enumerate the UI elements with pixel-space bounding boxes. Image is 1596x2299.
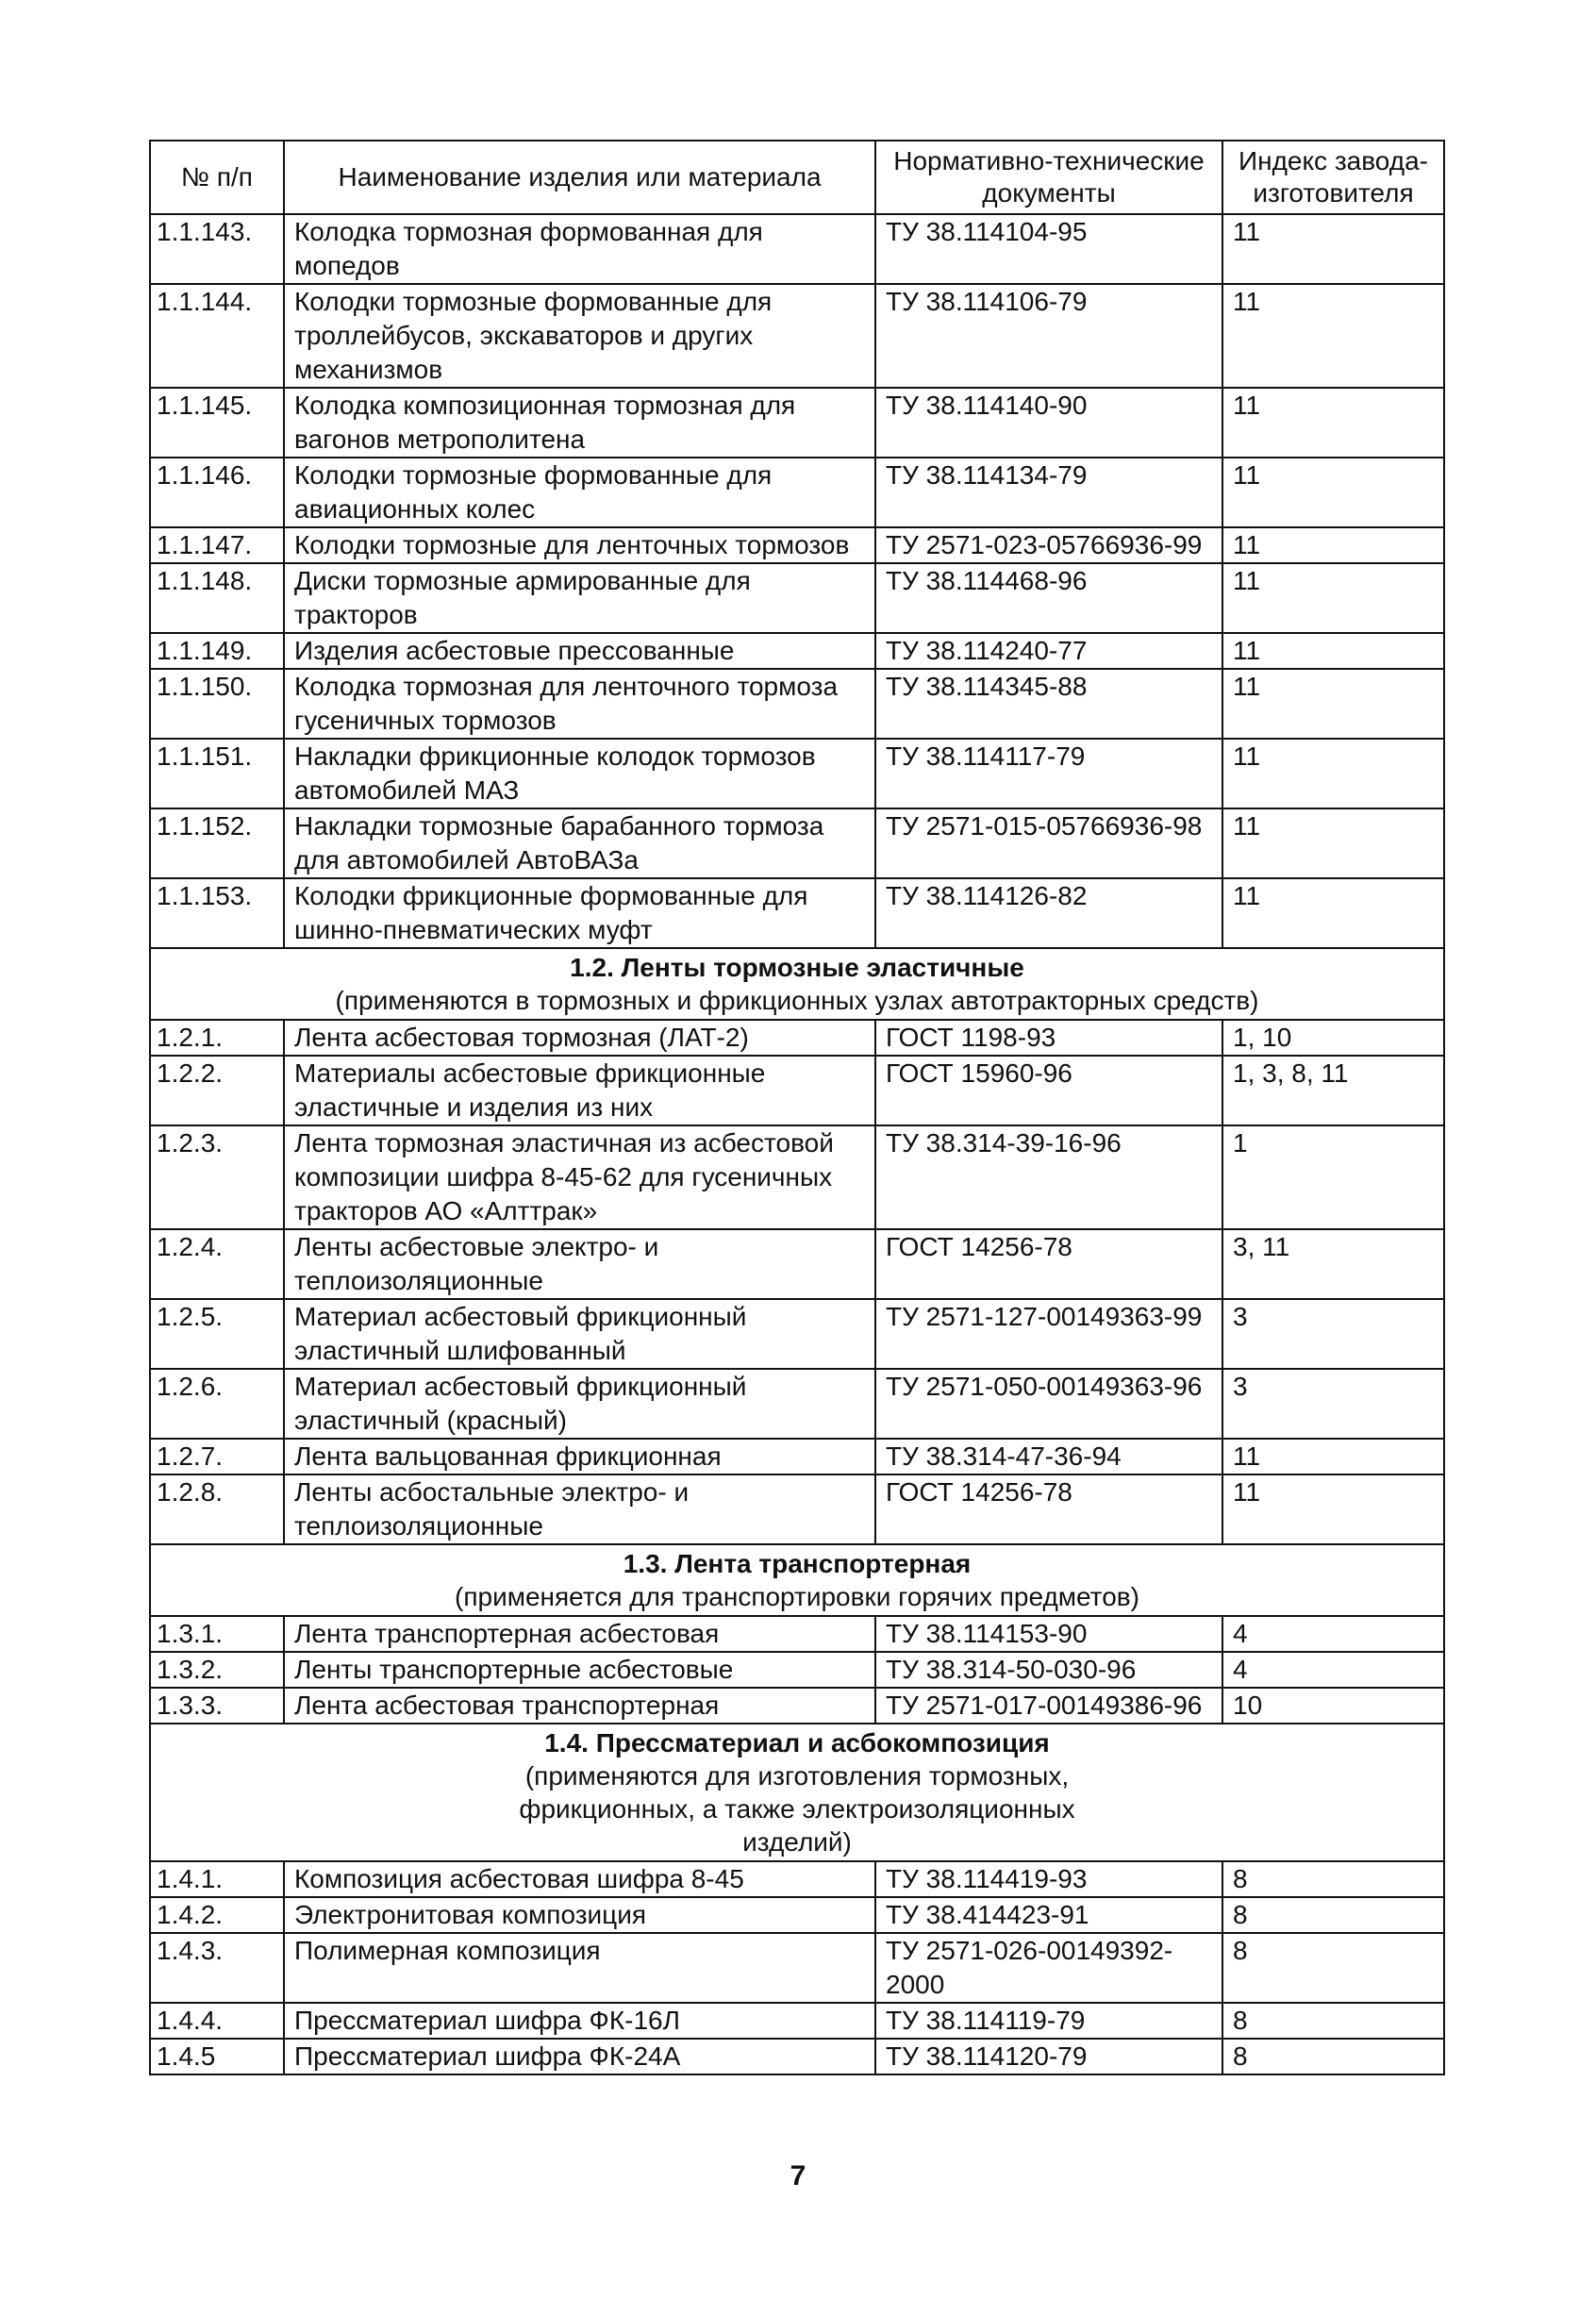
- cell-number: 1.4.3.: [150, 1933, 284, 2003]
- cell-number: 1.1.152.: [150, 808, 284, 878]
- section-subtitle: (применяются в тормозных и фрикционных узлах автотракторных средств): [335, 986, 1259, 1015]
- cell-name: Материал асбестовый фрикционный эластичный (красный): [284, 1369, 875, 1439]
- cell-number: 1.4.4.: [150, 2003, 284, 2039]
- cell-factory-index: 11: [1222, 284, 1444, 388]
- cell-document: ТУ 2571-023-05766936-99: [875, 527, 1222, 563]
- cell-document: ТУ 38.114153-90: [875, 1616, 1222, 1652]
- cell-factory-index: 1, 3, 8, 11: [1222, 1056, 1444, 1125]
- cell-document: ТУ 38.114120-79: [875, 2039, 1222, 2074]
- cell-factory-index: 11: [1222, 458, 1444, 527]
- cell-document: ТУ 2571-017-00149386-96: [875, 1688, 1222, 1724]
- header-num: № п/п: [150, 141, 284, 214]
- section-heading: [150, 948, 1444, 1020]
- table-row: [150, 388, 1444, 458]
- cell-name: Колодки тормозные для ленточных тормозов: [284, 527, 875, 563]
- table-row: [150, 1933, 1444, 2003]
- document-page: [149, 140, 1443, 2075]
- table-row: [150, 458, 1444, 527]
- cell-number: 1.4.5: [150, 2039, 284, 2074]
- cell-number: 1.1.151.: [150, 739, 284, 808]
- cell-number: 1.2.8.: [150, 1474, 284, 1544]
- cell-factory-index: 10: [1222, 1688, 1444, 1724]
- cell-document: ТУ 38.114468-96: [875, 563, 1222, 633]
- cell-name: Колодка тормозная для ленточного тормоза гусеничных тормозов: [284, 669, 875, 739]
- cell-name: Прессматериал шифра ФК-24А: [284, 2039, 875, 2074]
- cell-document: ТУ 38.114240-77: [875, 633, 1222, 669]
- table-row: [150, 1125, 1444, 1229]
- cell-document: ТУ 2571-015-05766936-98: [875, 808, 1222, 878]
- cell-document: ГОСТ 1198-93: [875, 1020, 1222, 1056]
- cell-document: ТУ 38.114134-79: [875, 458, 1222, 527]
- cell-document: ТУ 38.314-47-36-94: [875, 1439, 1222, 1474]
- cell-number: 1.2.2.: [150, 1056, 284, 1125]
- section-title: 1.2. Ленты тормозные эластичные: [570, 953, 1024, 982]
- table-row: [150, 1688, 1444, 1724]
- cell-factory-index: 11: [1222, 808, 1444, 878]
- cell-name: Колодки тормозные формованные для троллейбусов, экскаваторов и других механизмов: [284, 284, 875, 388]
- section-title: 1.4. Прессматериал и асбокомпозиция: [544, 1728, 1050, 1758]
- table-row: [150, 1474, 1444, 1544]
- cell-factory-index: 11: [1222, 878, 1444, 948]
- section-heading-row: [150, 1724, 1444, 1861]
- cell-factory-index: 11: [1222, 1439, 1444, 1474]
- cell-number: 1.1.150.: [150, 669, 284, 739]
- cell-document: ТУ 38.414423-91: [875, 1897, 1222, 1933]
- cell-factory-index: 8: [1222, 1897, 1444, 1933]
- cell-factory-index: 4: [1222, 1616, 1444, 1652]
- table-row: [150, 527, 1444, 563]
- group-1-2-heading: [150, 948, 1444, 1020]
- cell-document: ТУ 38.114106-79: [875, 284, 1222, 388]
- cell-document: ТУ 2571-026-00149392-2000: [875, 1933, 1222, 2003]
- cell-number: 1.4.2.: [150, 1897, 284, 1933]
- cell-factory-index: 11: [1222, 633, 1444, 669]
- cell-name: Колодка тормозная формованная для мопедов: [284, 214, 875, 284]
- table-header-row: [150, 141, 1444, 214]
- cell-factory-index: 11: [1222, 388, 1444, 458]
- cell-number: 1.1.143.: [150, 214, 284, 284]
- cell-number: 1.3.3.: [150, 1688, 284, 1724]
- section-subtitle: (применяется для транспортировки горячих предметов): [455, 1582, 1139, 1611]
- cell-number: 1.1.147.: [150, 527, 284, 563]
- cell-name: Колодка композиционная тормозная для вагонов метрополитена: [284, 388, 875, 458]
- cell-name: Колодки тормозные формованные для авиационных колес: [284, 458, 875, 527]
- cell-document: ТУ 38.114119-79: [875, 2003, 1222, 2039]
- table-row: [150, 1861, 1444, 1897]
- cell-number: 1.3.1.: [150, 1616, 284, 1652]
- table-row: [150, 1897, 1444, 1933]
- cell-number: 1.1.145.: [150, 388, 284, 458]
- cell-factory-index: 11: [1222, 1474, 1444, 1544]
- cell-number: 1.2.6.: [150, 1369, 284, 1439]
- cell-factory-index: 11: [1222, 669, 1444, 739]
- table-row: [150, 1369, 1444, 1439]
- materials-table: [149, 140, 1445, 2075]
- cell-number: 1.1.153.: [150, 878, 284, 948]
- cell-name: Ленты транспортерные асбестовые: [284, 1652, 875, 1688]
- cell-document: ГОСТ 14256-78: [875, 1474, 1222, 1544]
- cell-factory-index: 3: [1222, 1299, 1444, 1369]
- cell-factory-index: 8: [1222, 1933, 1444, 2003]
- cell-document: ТУ 38.114419-93: [875, 1861, 1222, 1897]
- group-1-3: [150, 1616, 1444, 1724]
- cell-factory-index: 11: [1222, 739, 1444, 808]
- cell-name: Лента тормозная эластичная из асбестовой композиции шифра 8-45-62 для гусеничных тракторов АО «Алттрак»: [284, 1125, 875, 1229]
- cell-number: 1.4.1.: [150, 1861, 284, 1897]
- cell-factory-index: 11: [1222, 527, 1444, 563]
- cell-number: 1.3.2.: [150, 1652, 284, 1688]
- section-heading: [150, 1724, 1444, 1861]
- section-heading: [150, 1544, 1444, 1616]
- cell-number: 1.2.7.: [150, 1439, 284, 1474]
- cell-name: Накладки тормозные барабанного тормоза для автомобилей АвтоВАЗа: [284, 808, 875, 878]
- cell-factory-index: 11: [1222, 563, 1444, 633]
- cell-document: ГОСТ 14256-78: [875, 1229, 1222, 1299]
- header-factory: Индекс завода-изготовителя: [1222, 141, 1444, 214]
- group-1-2: [150, 1020, 1444, 1544]
- cell-document: ТУ 2571-127-00149363-99: [875, 1299, 1222, 1369]
- cell-document: ТУ 38.114345-88: [875, 669, 1222, 739]
- group-1-4-heading: [150, 1724, 1444, 1861]
- table-row: [150, 214, 1444, 284]
- cell-name: Изделия асбестовые прессованные: [284, 633, 875, 669]
- cell-name: Лента асбестовая тормозная (ЛАТ-2): [284, 1020, 875, 1056]
- header-docs: Нормативно-технические документы: [875, 141, 1222, 214]
- cell-name: Композиция асбестовая шифра 8-45: [284, 1861, 875, 1897]
- cell-name: Электронитовая композиция: [284, 1897, 875, 1933]
- cell-document: ТУ 2571-050-00149363-96: [875, 1369, 1222, 1439]
- header-name: Наименование изделия или материала: [284, 141, 875, 214]
- section-heading-row: [150, 948, 1444, 1020]
- table-row: [150, 669, 1444, 739]
- cell-document: ТУ 38.314-39-16-96: [875, 1125, 1222, 1229]
- cell-document: ТУ 38.114140-90: [875, 388, 1222, 458]
- cell-name: Ленты асбостальные электро- и теплоизоляционные: [284, 1474, 875, 1544]
- section-subtitle: (применяются для изготовления тормозных, фрикционных, а также электроизоляционных изделий): [519, 1761, 1075, 1857]
- cell-number: 1.2.5.: [150, 1299, 284, 1369]
- cell-document: ТУ 38.114104-95: [875, 214, 1222, 284]
- cell-number: 1.1.144.: [150, 284, 284, 388]
- cell-factory-index: 3, 11: [1222, 1229, 1444, 1299]
- cell-name: Лента вальцованная фрикционная: [284, 1439, 875, 1474]
- cell-name: Материал асбестовый фрикционный эластичный шлифованный: [284, 1299, 875, 1369]
- table-row: [150, 878, 1444, 948]
- table-row: [150, 284, 1444, 388]
- table-row: [150, 739, 1444, 808]
- cell-name: Накладки фрикционные колодок тормозов автомобилей МАЗ: [284, 739, 875, 808]
- cell-document: ГОСТ 15960-96: [875, 1056, 1222, 1125]
- cell-factory-index: 1, 10: [1222, 1020, 1444, 1056]
- cell-factory-index: 8: [1222, 2003, 1444, 2039]
- cell-factory-index: 11: [1222, 214, 1444, 284]
- cell-number: 1.2.4.: [150, 1229, 284, 1299]
- cell-factory-index: 8: [1222, 2039, 1444, 2074]
- cell-name: Диски тормозные армированные для тракторов: [284, 563, 875, 633]
- group-1-3-heading: [150, 1544, 1444, 1616]
- cell-factory-index: 1: [1222, 1125, 1444, 1229]
- table-row: [150, 1299, 1444, 1369]
- cell-number: 1.2.3.: [150, 1125, 284, 1229]
- cell-factory-index: 3: [1222, 1369, 1444, 1439]
- section-title: 1.3. Лента транспортерная: [623, 1549, 972, 1578]
- cell-document: ТУ 38.114126-82: [875, 878, 1222, 948]
- cell-number: 1.1.146.: [150, 458, 284, 527]
- section-heading-row: [150, 1544, 1444, 1616]
- table-row: [150, 1056, 1444, 1125]
- cell-document: ТУ 38.314-50-030-96: [875, 1652, 1222, 1688]
- cell-number: 1.1.148.: [150, 563, 284, 633]
- table-row: [150, 808, 1444, 878]
- cell-name: Материалы асбестовые фрикционные эластичные и изделия из них: [284, 1056, 875, 1125]
- page-number: 7: [790, 2160, 806, 2191]
- cell-name: Лента транспортерная асбестовая: [284, 1616, 875, 1652]
- cell-factory-index: 8: [1222, 1861, 1444, 1897]
- cell-name: Полимерная композиция: [284, 1933, 875, 2003]
- cell-name: Колодки фрикционные формованные для шинно-пневматических муфт: [284, 878, 875, 948]
- cell-name: Ленты асбестовые электро- и теплоизоляционные: [284, 1229, 875, 1299]
- table-row: [150, 1616, 1444, 1652]
- group-1-1: [150, 214, 1444, 948]
- table-row: [150, 563, 1444, 633]
- table-row: [150, 2039, 1444, 2074]
- group-1-4: [150, 1861, 1444, 2074]
- cell-factory-index: 4: [1222, 1652, 1444, 1688]
- cell-number: 1.2.1.: [150, 1020, 284, 1056]
- table-row: [150, 1229, 1444, 1299]
- table-row: [150, 1020, 1444, 1056]
- cell-name: Лента асбестовая транспортерная: [284, 1688, 875, 1724]
- table-row: [150, 1652, 1444, 1688]
- cell-name: Прессматериал шифра ФК-16Л: [284, 2003, 875, 2039]
- table-row: [150, 1439, 1444, 1474]
- cell-number: 1.1.149.: [150, 633, 284, 669]
- table-row: [150, 633, 1444, 669]
- cell-document: ТУ 38.114117-79: [875, 739, 1222, 808]
- table-row: [150, 2003, 1444, 2039]
